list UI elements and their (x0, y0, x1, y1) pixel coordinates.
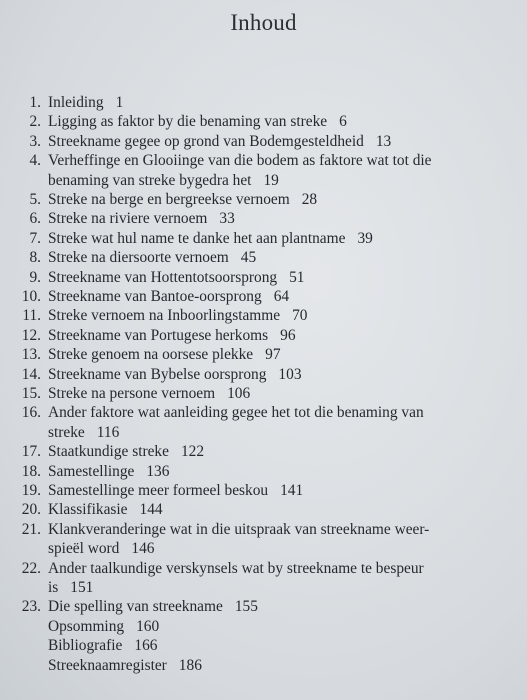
toc-entry-number: 17. (21, 443, 41, 461)
toc-entry-title: Streke na persone vernoem (48, 385, 216, 402)
toc-entry-number: 21. (21, 520, 41, 538)
toc-entry-page-number: 19 (263, 171, 279, 189)
toc-entry-title: Samestellinge meer formeel beskou (48, 482, 269, 499)
toc-entry-number: 2. (29, 113, 41, 131)
toc-entry-page-number: 28 (301, 191, 318, 208)
toc-entry-number: 15. (21, 385, 41, 402)
toc-entry-page-number: 160 (136, 617, 160, 635)
toc-entry-title-line (48, 112, 347, 132)
toc-entry-title-line (48, 345, 281, 365)
toc-entry-title-line (48, 384, 250, 404)
toc-entry-title: Streekname van Portugese herkoms (48, 326, 269, 344)
toc-entry-title-line (48, 656, 202, 676)
toc-entry-page-number: 141 (280, 482, 304, 499)
toc-entry-page-number: 122 (180, 443, 205, 461)
toc-entry-title: Bibliografie (48, 637, 123, 655)
toc-entry-title-line (48, 403, 424, 423)
toc-entry-title-line (48, 268, 305, 288)
toc-entry-title-line (48, 229, 373, 249)
toc-entry-title: Streekname gegee op grond van Bodemgesteldheid (48, 132, 364, 150)
toc-entry-number: 6. (29, 210, 41, 228)
toc-entry-number: 11. (22, 307, 41, 325)
toc-entry-number: 8. (29, 249, 41, 267)
toc-entry-title-line (48, 636, 157, 656)
toc-entry-title-line (48, 132, 391, 152)
toc-entry-title: Streekname van Bantoe-oorsprong (48, 288, 262, 305)
toc-entry-number: 3. (29, 132, 41, 150)
toc-entry-number: 22. (21, 559, 41, 577)
toc-entry-page-number: 45 (240, 249, 257, 267)
toc-entry-title-line (48, 578, 93, 598)
toc-entry-title: streke (48, 423, 85, 441)
toc-entry-title: Streke wat hul name te danke het aan plantname (48, 229, 346, 247)
toc-entry-page-number: 64 (273, 288, 290, 305)
toc-entry-title-line (48, 209, 235, 229)
toc-entry-title: Verheffinge en Glooiinge van die bodem as faktore wat tot die (48, 152, 432, 170)
toc-entry-number: 9. (29, 268, 41, 286)
toc-entry-title-line (48, 326, 296, 346)
toc-entry-number: 5. (29, 191, 41, 208)
toc-entry-number: 23. (21, 598, 41, 616)
toc-entry-page-number: 6 (339, 113, 347, 131)
toc-entry-title-line (48, 171, 279, 191)
toc-entry-number: 19. (21, 482, 41, 499)
toc-entry-page-number: 186 (178, 656, 202, 674)
toc-entry-number: 12. (21, 326, 41, 344)
toc-entry-title-line (48, 365, 302, 385)
toc-entry-title: Opsomming (48, 617, 125, 635)
toc-entry-number: 13. (21, 346, 41, 364)
toc-entry-number: 18. (21, 462, 41, 480)
toc-entry-number: 7. (29, 229, 41, 247)
toc-entry-number: 10. (21, 288, 41, 305)
toc-entry-page-number: 136 (146, 462, 170, 480)
toc-entry-title: spieël word (48, 540, 120, 558)
toc-entry-title: Inleiding (48, 94, 104, 111)
toc-entry-title-line (48, 481, 303, 501)
toc-entry-title-line (48, 442, 204, 462)
toc-entry-page-number: 96 (280, 326, 296, 344)
toc-entry-title: Die spelling van streekname (48, 598, 223, 616)
toc-entry-page-number: 146 (131, 540, 155, 558)
toc-entry-title: Streekname van Hottentotsoorsprong (48, 268, 278, 286)
toc-entry-title: Staatkundige streke (48, 443, 169, 461)
toc-entry-title-line (48, 306, 307, 326)
toc-entry-title-line (48, 151, 432, 171)
toc-entry-number: 4. (29, 152, 41, 170)
toc-entry-title: Streke na riviere vernoem (48, 210, 208, 228)
toc-entry-title: Streekname van Bybelse oorsprong (48, 365, 267, 383)
toc-entry-title: Klankveranderinge wat in die uitspraak van streekname weer- (48, 520, 430, 538)
toc-entry-title: Streke na berge en bergreekse vernoem (48, 191, 290, 208)
toc-entry-page-number: 116 (96, 423, 120, 441)
toc-entry-page-number: 97 (265, 346, 281, 364)
toc-entry-page-number: 33 (219, 210, 235, 228)
toc-entry-page-number: 51 (289, 268, 305, 286)
toc-entry-title-line (48, 462, 169, 482)
toc-entry-title-line (48, 597, 258, 617)
toc-entry-title-line (48, 423, 119, 443)
toc-entry-title-line (48, 287, 289, 307)
page-title: Inhoud (230, 10, 297, 35)
toc-entry-page-number: 151 (70, 578, 94, 596)
toc-entry-page-number: 144 (139, 501, 163, 519)
toc-entry-title: is (48, 578, 59, 596)
toc-entry-number: 20. (21, 501, 41, 519)
toc-entry-title: Streke vernoem na Inboorlingstamme (48, 307, 281, 325)
toc-entry-title: benaming van streke bygedra het (48, 171, 252, 189)
toc-entry-page-number: 103 (278, 365, 302, 383)
toc-entry-title: Streeknaamregister (48, 656, 167, 674)
toc-entry-title-line (48, 520, 429, 540)
toc-entry-title: Streke na diersoorte vernoem (48, 249, 229, 267)
toc-entry-page-number: 1 (115, 94, 124, 111)
toc-entry-title-line (48, 539, 154, 559)
toc-entry-number: 16. (21, 404, 41, 422)
toc-entry-title: Ligging as faktor by die benaming van streke (48, 113, 328, 131)
toc-entry-page-number: 39 (357, 229, 373, 247)
toc-entry-title-line (48, 617, 159, 637)
toc-entry-number: 1. (29, 94, 41, 111)
toc-entry-title-line (48, 500, 163, 520)
toc-entry-title: Ander taalkundige verskynsels wat by streekname te bespeur (48, 559, 424, 577)
toc-entry-number: 14. (21, 365, 41, 383)
toc-entry-title-line (48, 93, 123, 113)
toc-entry-page-number: 155 (234, 598, 258, 616)
toc-entry-title: Streke genoem na oorsese plekke (48, 346, 254, 364)
toc-entry-title: Klassifikasie (48, 501, 128, 519)
toc-entry-title: Ander faktore wat aanleiding gegee het tot die benaming van (48, 404, 424, 422)
toc-entry-title-line (48, 190, 317, 210)
toc-entry-page-number: 106 (227, 385, 251, 402)
toc-entry-title: Samestellinge (48, 462, 135, 480)
toc-entry-page-number: 13 (375, 132, 392, 150)
toc-entry-page-number: 166 (134, 637, 158, 655)
toc-entry-title-line (48, 248, 256, 268)
toc-entry-page-number: 70 (292, 307, 308, 325)
toc-entry-title-line (48, 559, 424, 579)
